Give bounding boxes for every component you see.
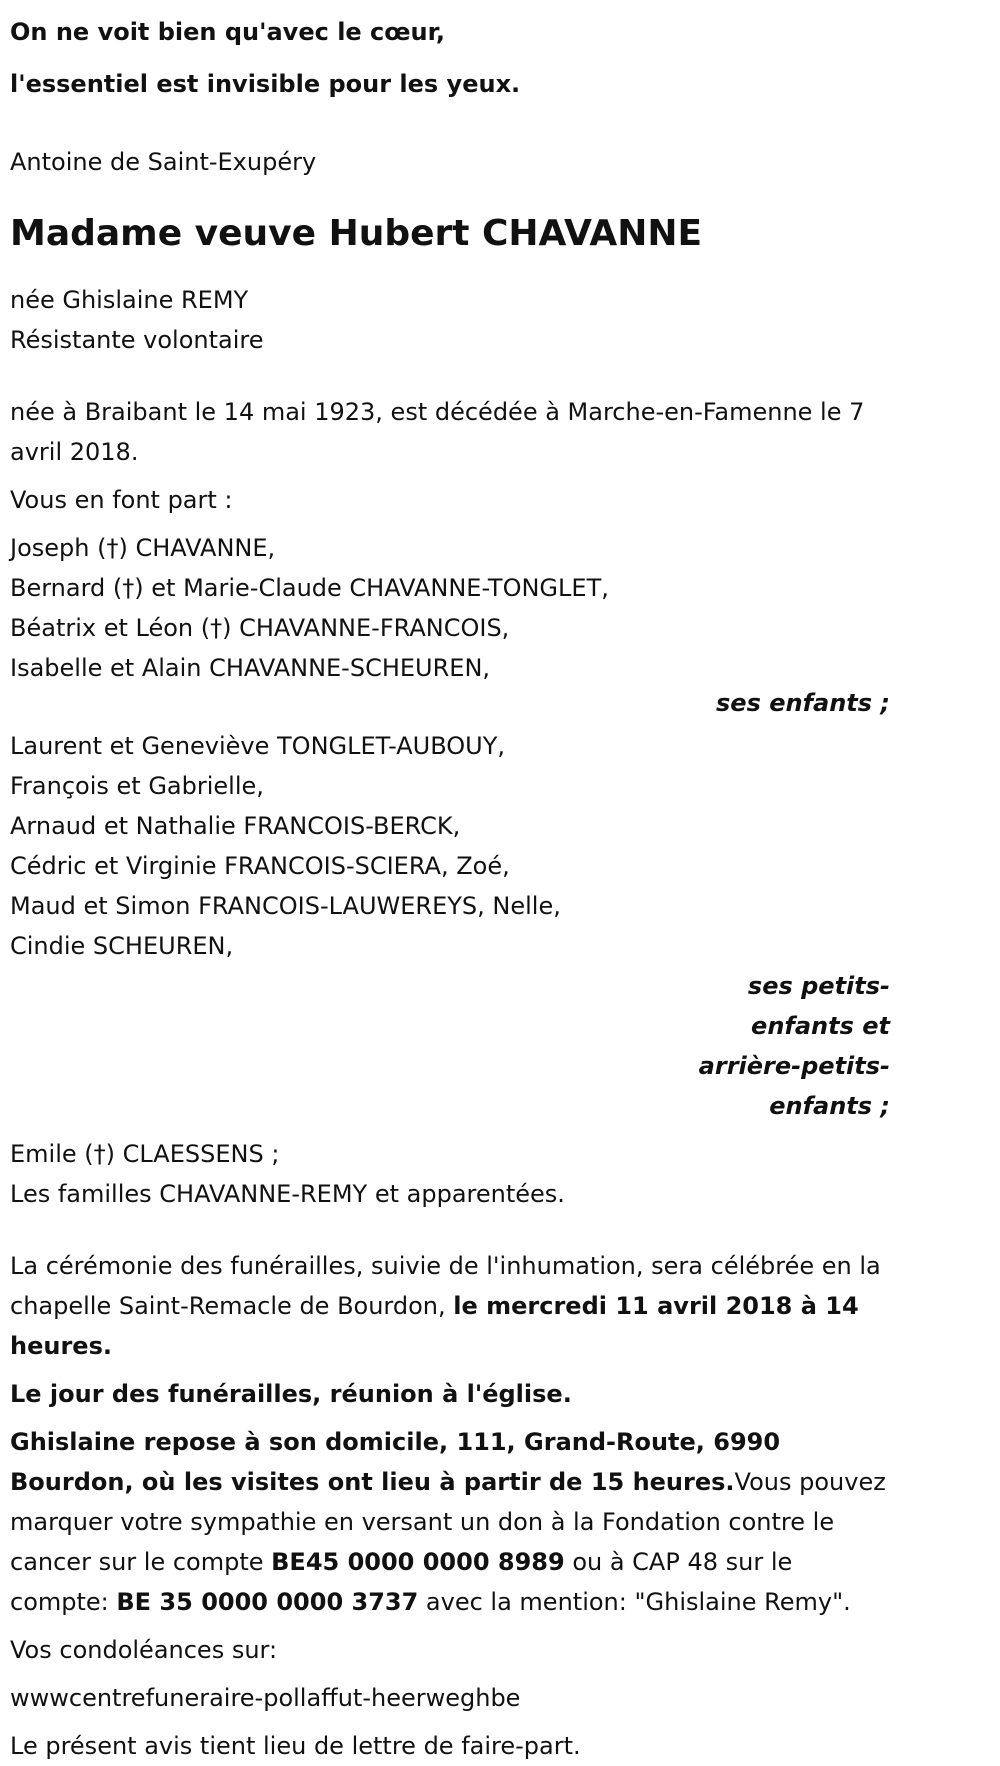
closing-text: Le présent avis tient lieu de lettre de faire-part. bbox=[10, 1732, 581, 1760]
list-item: François et Gabrielle, bbox=[10, 772, 264, 800]
children-role: ses enfants ; bbox=[716, 689, 890, 717]
list-item: Arnaud et Nathalie FRANCOIS-BERCK, bbox=[10, 812, 461, 840]
donation-text-2: ou à CAP 48 sur le compte: bbox=[10, 1548, 793, 1616]
list-item: Bernard (†) et Marie-Claude CHAVANNE-TONGLET, bbox=[10, 574, 609, 602]
donation-text-1: Vous pouvez marquer votre sympathie en versant un don à la Fondation contre le cancer sur le compte bbox=[10, 1468, 886, 1576]
visit-donation-text bbox=[10, 1422, 890, 1622]
website-link[interactable]: wwwcentrefuneraire-pollaffut-heerweghbe bbox=[10, 1684, 521, 1712]
list-item: Cindie SCHEUREN, bbox=[10, 932, 234, 960]
maiden-name: née Ghislaine REMY bbox=[10, 286, 249, 314]
children-list bbox=[10, 528, 890, 688]
quote-line-1: On ne voit bien qu'avec le cœur, bbox=[10, 18, 446, 46]
distinction: Résistante volontaire bbox=[10, 326, 264, 354]
account-number-2: BE 35 0000 0000 3737 bbox=[116, 1588, 419, 1616]
birth-death-text: née à Braibant le 14 mai 1923, est décédée à Marche-en-Famenne le 7 avril 2018. bbox=[10, 398, 865, 466]
meeting-text: Le jour des funérailles, réunion à l'église. bbox=[10, 1380, 572, 1408]
quote-author: Antoine de Saint-Exupéry bbox=[10, 148, 317, 176]
condolences-label: Vos condoléances sur: bbox=[10, 1636, 278, 1664]
quote-line-2: l'essentiel est invisible pour les yeux. bbox=[10, 70, 521, 98]
grandchildren-role: ses petits-enfants et arrière-petits-enfants ; bbox=[698, 972, 890, 1120]
donation-text-3: avec la mention: "Ghislaine Remy". bbox=[418, 1588, 851, 1616]
list-item: Les familles CHAVANNE-REMY et apparentées. bbox=[10, 1180, 565, 1208]
list-item: Emile (†) CLAESSENS ; bbox=[10, 1140, 280, 1168]
deceased-details bbox=[10, 280, 890, 360]
other-relatives bbox=[10, 1134, 890, 1214]
quote bbox=[10, 0, 890, 110]
announcement-intro: Vous en font part : bbox=[10, 486, 233, 514]
list-item: Isabelle et Alain CHAVANNE-SCHEUREN, bbox=[10, 654, 491, 682]
account-number-1: BE45 0000 0000 8989 bbox=[271, 1548, 565, 1576]
list-item: Joseph (†) CHAVANNE, bbox=[10, 534, 276, 562]
ceremony-date: le mercredi 11 avril 2018 à 14 heures. bbox=[10, 1292, 859, 1360]
list-item: Béatrix et Léon (†) CHAVANNE-FRANCOIS, bbox=[10, 614, 510, 642]
ceremony-description: La cérémonie des funérailles, suivie de l'inhumation, sera célébrée en la chapelle Saint-Remacle de Bourdon, bbox=[10, 1252, 881, 1320]
ceremony-text bbox=[10, 1246, 890, 1366]
list-item: Maud et Simon FRANCOIS-LAUWEREYS, Nelle, bbox=[10, 892, 561, 920]
visit-info: Ghislaine repose à son domicile, 111, Grand-Route, 6990 Bourdon, où les visites ont lieu à partir de 15 heures. bbox=[10, 1428, 781, 1496]
deceased-title: Madame veuve Hubert CHAVANNE bbox=[10, 213, 703, 254]
list-item: Laurent et Geneviève TONGLET-AUBOUY, bbox=[10, 732, 506, 760]
grandchildren-list bbox=[10, 726, 890, 966]
list-item: Cédric et Virginie FRANCOIS-SCIERA, Zoé, bbox=[10, 852, 510, 880]
